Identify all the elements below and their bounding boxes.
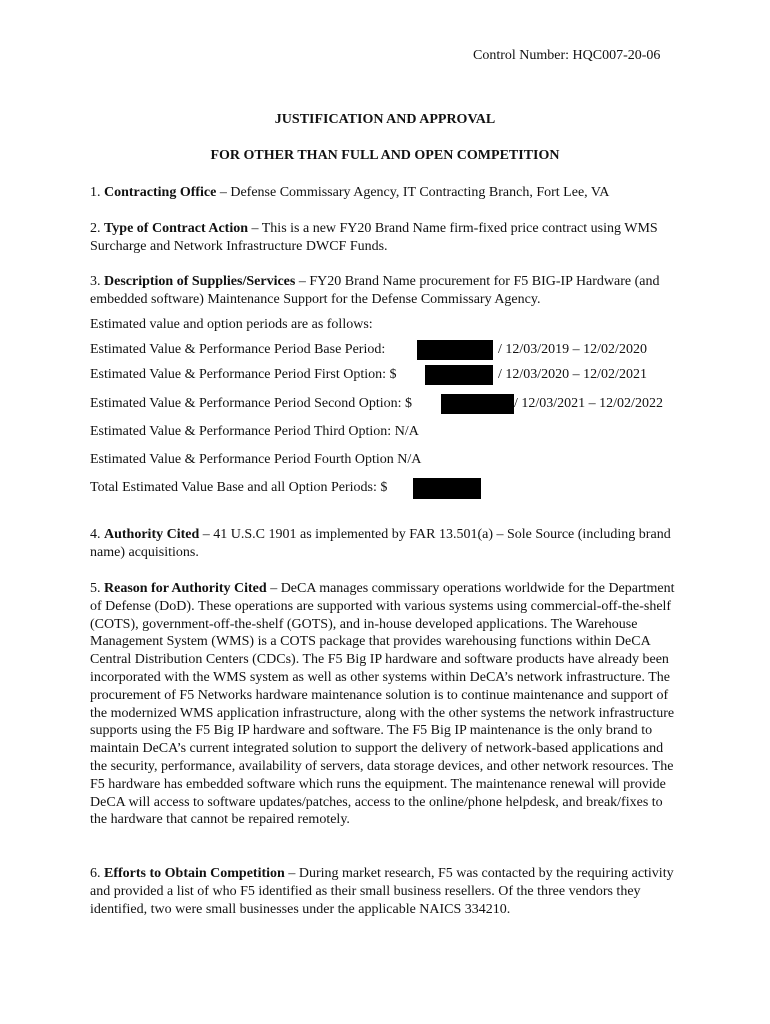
section-4-label: Authority Cited — [104, 527, 200, 542]
section-5-text: – DeCA manages commissary operations worldwide for the Department of Defense (DoD). These operations are supported with various systems using commercial-off-the-shelf (COTS), government-off-the-shelf (GOTS), and in-house developed applications. The Warehouse Management System (WMS) is a COTS package that provides warehousing functions within DeCA Central Distribution Centers (CDCs). The F5 Big IP hardware and software products have already been incorporated with the WMS system as well as other systems within DeCA’s network infrastructure. The procurement of F5 Networks hardware maintenance solution is to continue maintenance and support of the modernized WMS application infrastructure, along with the other systems the network infrastructure supports using the F5 Big IP hardware and software. The F5 Big IP maintenance is the only brand to maintain DeCA’s current integrated solution to support the delivery of network-based applications and the security, performance, availability of servers, data storage devices, and other network resources. The F5 hardware has embedded software which runs the equipment. The maintenance renewal will provide DeCA will access to software updates/patches, access to the online/phone helpdesk, and break/fixes to the hardware that cannot be repaired remotely. — [90, 581, 675, 828]
estimate-row-first-option-label: Estimated Value & Performance Period First Option: $ — [90, 367, 397, 382]
section-5-number: 5. — [90, 581, 104, 596]
section-4 — [90, 526, 682, 562]
section-4-text: – 41 U.S.C 1901 as implemented by FAR 13.501(a) – Sole Source (including brand name) acquisitions. — [90, 527, 671, 560]
section-6-number: 6. — [90, 866, 104, 881]
estimate-row-base-period: / 12/03/2019 – 12/02/2020 — [498, 342, 647, 357]
section-4-number: 4. — [90, 527, 104, 542]
section-2 — [90, 220, 682, 256]
redaction-box — [441, 394, 514, 414]
section-6-label: Efforts to Obtain Competition — [104, 866, 285, 881]
section-5-label: Reason for Authority Cited — [104, 581, 267, 596]
section-3-label: Description of Supplies/Services — [104, 274, 296, 289]
section-1-text: – Defense Commissary Agency, IT Contracting Branch, Fort Lee, VA — [216, 185, 610, 200]
estimate-row-total-label: Total Estimated Value Base and all Option Periods: $ — [90, 480, 388, 495]
section-2-number: 2. — [90, 221, 104, 236]
section-3-text: – FY20 Brand Name procurement for F5 BIG-IP Hardware (and embedded software) Maintenance Support for the Defense Commissary Agency. — [90, 274, 660, 307]
section-6-text: – During market research, F5 was contacted by the requiring activity and provided a list of who F5 identified as their small business resellers. Of the three vendors they identified, two were small businesses under the applicable NAICS 334210. — [90, 866, 674, 917]
estimate-intro: Estimated value and option periods are as follows: — [90, 317, 373, 332]
section-5 — [90, 580, 682, 829]
section-2-text: – This is a new FY20 Brand Name firm-fixed price contract using WMS Surcharge and Network Infrastructure DWCF Funds. — [90, 221, 658, 254]
section-1-label: Contracting Office — [104, 185, 217, 200]
section-3-number: 3. — [90, 274, 104, 289]
estimate-row-first-option-period: / 12/03/2020 – 12/02/2021 — [498, 367, 647, 382]
redaction-box — [417, 340, 493, 360]
title-line-1: JUSTIFICATION AND APPROVAL — [274, 112, 496, 127]
redaction-box — [413, 478, 481, 499]
estimate-row-fourth-option-label: Estimated Value & Performance Period Fourth Option N/A — [90, 452, 422, 467]
estimate-row-second-option-period: / 12/03/2021 – 12/02/2022 — [514, 396, 663, 411]
section-1 — [90, 184, 682, 202]
redaction-box — [425, 365, 493, 385]
section-6 — [90, 865, 682, 918]
title-line-2: FOR OTHER THAN FULL AND OPEN COMPETITION — [210, 148, 560, 163]
estimate-row-base-label: Estimated Value & Performance Period Base Period: — [90, 342, 386, 357]
section-3 — [90, 273, 682, 309]
estimate-row-second-option-label: Estimated Value & Performance Period Second Option: $ — [90, 396, 413, 411]
section-2-label: Type of Contract Action — [104, 221, 248, 236]
control-number: Control Number: HQC007-20-06 — [473, 48, 661, 63]
section-1-number: 1. — [90, 185, 104, 200]
estimate-row-third-option-label: Estimated Value & Performance Period Third Option: N/A — [90, 424, 419, 439]
